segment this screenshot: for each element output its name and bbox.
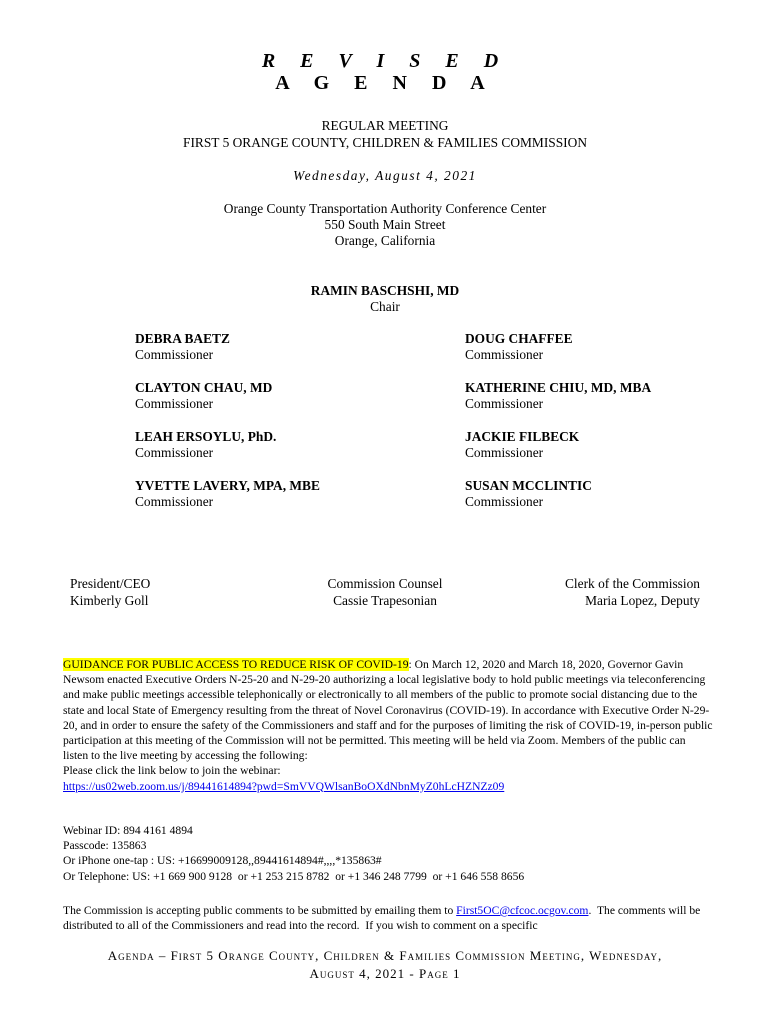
webinar-iphone: Or iPhone one-tap : US: +16699009128,,89441614894#,,,,*135863# [63,854,382,868]
footer-line1: Agenda – First 5 Orange County, Children & Families Commission Meeting, Wednesday, [107,948,663,963]
commissioner-entry [135,380,272,412]
guidance-heading: GUIDANCE FOR PUBLIC ACCESS TO REDUCE RISK OF COVID-19 [63,658,409,671]
comments-text-after: . The comments will be distributed to all of the Commissioners and read into the record. If you wish to comment on a specific [63,904,704,933]
staff-name: Maria Lopez, Deputy [585,592,700,608]
page-footer [0,947,770,983]
staff-name: Cassie Trapesonian [333,592,437,608]
commissioner-role: Commissioner [465,347,544,362]
commissioner-entry [465,429,579,461]
commissioner-entry [465,380,651,412]
staff-counsel [285,576,485,609]
meeting-date: Wednesday, August 4, 2021 [293,168,477,183]
commissioner-name: KATHERINE CHIU, MD, MBA [465,380,652,395]
comments-paragraph [63,903,713,933]
commissioner-name: DEBRA BAETZ [135,331,230,346]
meeting-type: REGULAR MEETING [321,118,449,133]
commissioner-name: DOUG CHAFFEE [465,331,573,346]
webinar-link[interactable]: https://us02web.zoom.us/j/89441614894?pwd=SmVVQWlsanBoOXdNbnMyZ0hLcHZNZz09 [63,779,505,793]
commissioner-entry [465,478,592,510]
staff-name: Kimberly Goll [70,592,149,608]
commissioner-name: LEAH ERSOYLU, PhD. [135,429,277,444]
staff-clerk [565,576,700,609]
commissioner-role: Commissioner [465,396,544,411]
guidance-text: : On March 12, 2020 and March 18, 2020, Governor Gavin Newsom enacted Executive Orders N-25-20 and N-29-20 authorizing a local legislative body to hold public meetings via teleconferencing and make public meetings accessible telephonically or electronically to all members of the public to promote social distancing due to the state and local State of Emergency resulting from the threat of Novel Coronavirus (COVID-19). In accordance with Executive Order N-29-20, and in order to ensure the safety of the Commissioners and staff and for the purposes of limiting the risk of COVID-19, in-person public participation at this meeting of the Commission will not be permitted. This meeting will be held via Zoom. Members of the public can listen to the live meeting by accessing the following: [63,658,713,763]
commissioner-name: SUSAN MCCLINTIC [465,478,592,493]
comments-email-link[interactable]: First5OC@cfcoc.ocgov.com [456,904,589,917]
commissioner-name: JACKIE FILBECK [465,429,580,444]
commissioner-role: Commissioner [135,445,214,460]
staff-title: Clerk of the Commission [564,576,700,591]
title-revised: R E V I S E D [261,50,509,72]
commissioner-entry [465,331,573,363]
webinar-instruction: Please click the link below to join the webinar: [63,764,281,778]
webinar-telephone: Or Telephone: US: +1 669 900 9128 or +1 253 215 8782 or +1 346 248 7799 or +1 646 558 8656 [63,869,525,883]
guidance-paragraph [63,657,713,794]
staff-title: President/CEO [70,576,151,591]
venue-city: Orange, California [334,233,436,248]
commissioner-entry [135,478,320,510]
commissioner-entry [135,331,230,363]
commissioner-name: CLAYTON CHAU, MD [135,380,273,395]
commissioner-role: Commissioner [135,396,214,411]
chair-name: RAMIN BASCHSHI, MD [310,283,460,298]
commissioner-role: Commissioner [135,347,214,362]
staff-president [70,576,150,609]
title-agenda: A G E N D A [275,72,495,94]
commissioner-role: Commissioner [465,445,544,460]
commissioner-entry [135,429,276,461]
webinar-details [63,823,713,884]
venue-street: 550 South Main Street [324,217,446,232]
staff-title: Commission Counsel [327,576,443,591]
commissioner-role: Commissioner [135,494,214,509]
footer-line2: August 4, 2021 - Page 1 [309,966,461,981]
chair-role: Chair [370,299,400,314]
webinar-passcode: Passcode: 135863 [63,839,147,853]
comments-text-before: The Commission is accepting public comments to be submitted by emailing them to [63,904,457,917]
venue-name: Orange County Transportation Authority Conference Center [223,201,547,216]
webinar-id: Webinar ID: 894 4161 4894 [63,824,193,837]
commission-name: FIRST 5 ORANGE COUNTY, CHILDREN & FAMILIES COMMISSION [183,135,587,150]
commissioner-name: YVETTE LAVERY, MPA, MBE [135,478,320,493]
commissioner-role: Commissioner [465,494,544,509]
